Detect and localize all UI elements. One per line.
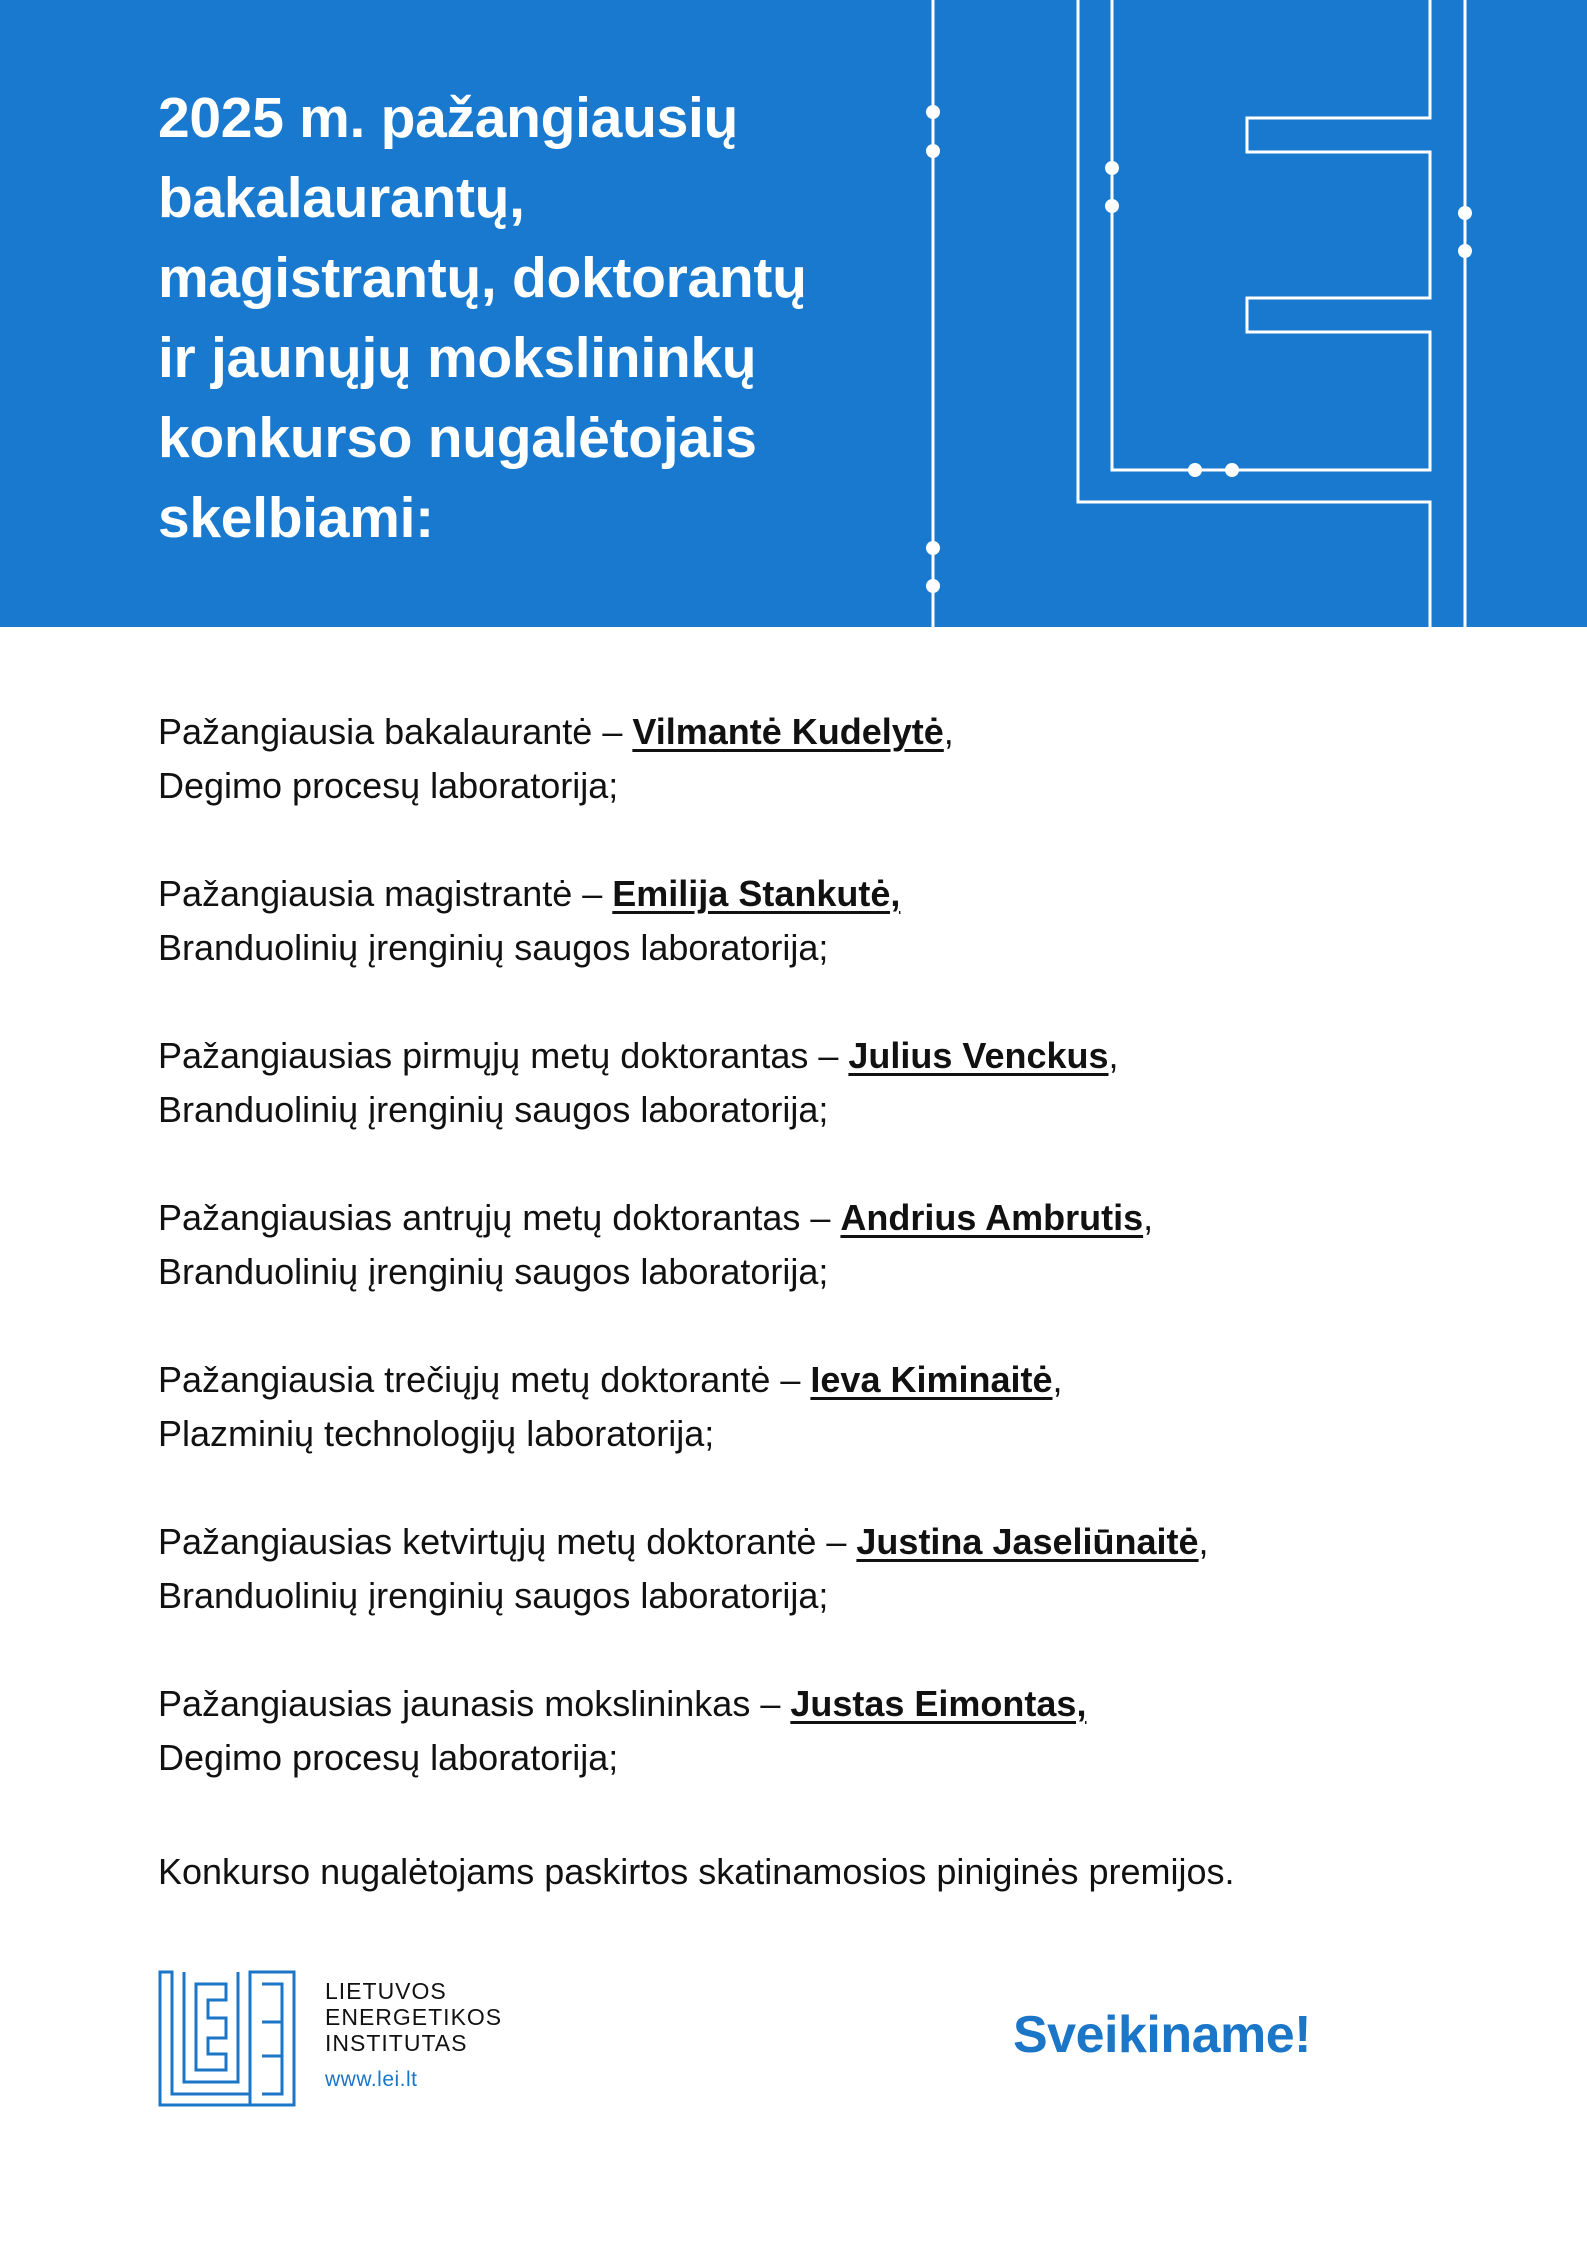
winner-lab: Degimo procesų laboratorija;: [158, 765, 619, 806]
title-line: bakalaurantų,: [158, 166, 525, 230]
winner-name: Andrius Ambrutis: [840, 1197, 1144, 1238]
winner-line: [158, 1029, 1458, 1083]
title-line: konkurso nugalėtojais: [158, 406, 757, 470]
title-line: 2025 m. pažangiausių: [158, 86, 739, 150]
title-line: magistrantų, doktorantų: [158, 246, 807, 310]
winner-name: Justas Eimontas,: [790, 1683, 1087, 1724]
header-banner: [0, 0, 1587, 627]
winner-suffix: ,: [943, 711, 954, 752]
winner-suffix: ,: [1198, 1521, 1209, 1562]
winner-lab: Branduolinių įrenginių saugos laboratorija;: [158, 927, 829, 968]
lei-logo-icon: [158, 1970, 296, 2107]
winner-line: [158, 705, 1458, 759]
website-link[interactable]: www.lei.lt: [325, 2068, 418, 2091]
winner-name: Julius Venckus: [848, 1035, 1109, 1076]
winner-suffix: ,: [1143, 1197, 1154, 1238]
winner-entry: [158, 705, 1458, 867]
winner-lab: Plazminių technologijų laboratorija;: [158, 1413, 715, 1454]
winner-category: Pažangiausia bakalaurantė –: [158, 711, 633, 752]
winner-line: [158, 867, 1458, 921]
winner-entry: [158, 867, 1458, 1029]
title-line: ir jaunųjų mokslininkų: [158, 326, 757, 390]
winner-name: Emilija Stankutė,: [612, 873, 901, 914]
winner-entry: [158, 1353, 1458, 1515]
winner-lab: Branduolinių įrenginių saugos laboratorija;: [158, 1089, 829, 1130]
winner-line: [158, 1353, 1458, 1407]
winner-category: Pažangiausia trečiųjų metų doktorantė –: [158, 1359, 811, 1400]
winner-category: Pažangiausias antrųjų metų doktorantas –: [158, 1197, 841, 1238]
congratulations-text: Sveikiname!: [1013, 2006, 1311, 2064]
winner-name: Justina Jaseliūnaitė: [856, 1521, 1199, 1562]
winner-line: [158, 1515, 1458, 1569]
winner-suffix: ,: [1052, 1359, 1063, 1400]
closing-note: Konkurso nugalėtojams paskirtos skatinamosios piniginės premijos.: [158, 1851, 1235, 1892]
org-name-line: LIETUVOS: [325, 1978, 447, 2004]
winner-suffix: ,: [1108, 1035, 1119, 1076]
title-line: skelbiami:: [158, 486, 434, 550]
organization-name: [325, 1978, 502, 2092]
winner-entry: [158, 1191, 1458, 1353]
org-name-line: ENERGETIKOS: [325, 2004, 503, 2030]
winner-category: Pažangiausia magistrantė –: [158, 873, 613, 914]
winner-name: Vilmantė Kudelytė: [632, 711, 944, 752]
winners-list: [158, 705, 1458, 1839]
winner-category: Pažangiausias pirmųjų metų doktorantas –: [158, 1035, 849, 1076]
winner-entry: [158, 1515, 1458, 1677]
winner-name: Ieva Kiminaitė: [810, 1359, 1053, 1400]
winner-lab: Degimo procesų laboratorija;: [158, 1737, 619, 1778]
page-title: [158, 78, 918, 558]
winner-category: Pažangiausias jaunasis mokslininkas –: [158, 1683, 791, 1724]
org-name-line: INSTITUTAS: [325, 2030, 468, 2056]
winner-line: [158, 1191, 1458, 1245]
winner-entry: [158, 1029, 1458, 1191]
winner-entry: [158, 1677, 1458, 1839]
winner-line: [158, 1677, 1458, 1731]
winner-lab: Branduolinių įrenginių saugos laboratorija;: [158, 1251, 829, 1292]
winner-category: Pažangiausias ketvirtųjų metų doktorantė –: [158, 1521, 857, 1562]
winner-lab: Branduolinių įrenginių saugos laboratorija;: [158, 1575, 829, 1616]
